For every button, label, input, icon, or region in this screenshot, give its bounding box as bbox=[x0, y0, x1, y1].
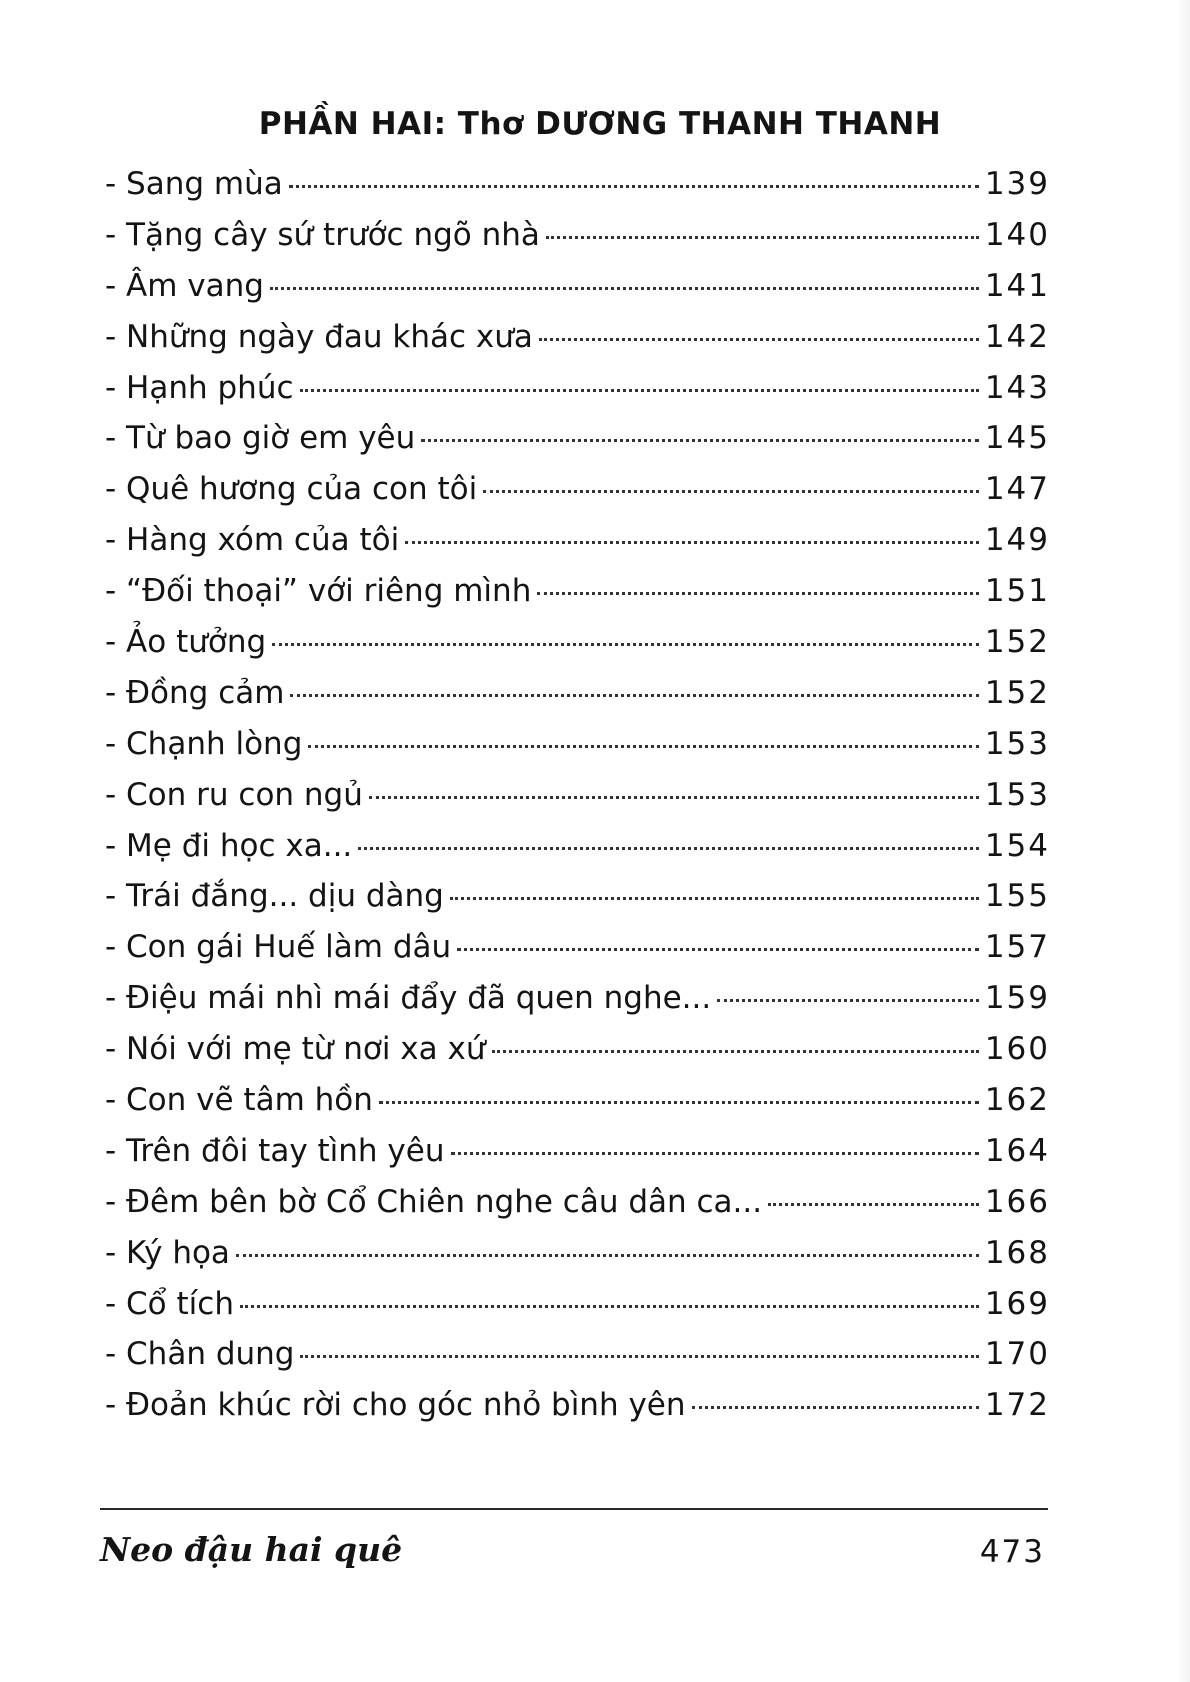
page-edge-shadow bbox=[1176, 0, 1190, 1682]
toc-entry-page: 151 bbox=[984, 573, 1050, 610]
toc-entry-title: - Mẹ đi học xa... bbox=[105, 827, 353, 864]
table-of-contents bbox=[105, 164, 1050, 1436]
dot-leader bbox=[717, 999, 979, 1002]
toc-entry-page: 160 bbox=[984, 1031, 1050, 1068]
toc-entry-title: - Con gái Huế làm dâu bbox=[105, 929, 452, 966]
dot-leader bbox=[300, 1355, 978, 1358]
toc-entry bbox=[105, 469, 1050, 520]
toc-entry-title: - Chạnh lòng bbox=[105, 725, 303, 762]
toc-entry-page: 154 bbox=[984, 827, 1050, 864]
toc-entry-page: 143 bbox=[984, 369, 1050, 406]
dot-leader bbox=[450, 897, 979, 900]
toc-entry-page: 159 bbox=[984, 980, 1050, 1017]
toc-entry bbox=[105, 978, 1050, 1029]
dot-leader bbox=[405, 541, 979, 544]
dot-leader bbox=[308, 745, 978, 748]
toc-entry-page: 164 bbox=[984, 1132, 1050, 1169]
dot-leader bbox=[270, 287, 979, 290]
toc-entry-title: - Hàng xóm của tôi bbox=[105, 522, 400, 559]
dot-leader bbox=[421, 439, 979, 442]
dot-leader bbox=[483, 490, 979, 493]
toc-entry-title: - Hạnh phúc bbox=[105, 369, 294, 406]
dot-leader bbox=[492, 1050, 979, 1053]
toc-entry-title: - Chân dung bbox=[105, 1336, 295, 1373]
toc-entry bbox=[105, 1233, 1050, 1284]
toc-entry-page: 166 bbox=[984, 1183, 1050, 1220]
toc-entry-title: - Đoản khúc rời cho góc nhỏ bình yên bbox=[105, 1387, 686, 1424]
toc-entry-title: - Điệu mái nhì mái đẩy đã quen nghe... bbox=[105, 980, 712, 1017]
toc-entry-page: 153 bbox=[984, 725, 1050, 762]
toc-entry-title: - Cổ tích bbox=[105, 1285, 234, 1322]
toc-entry-title: - Ký họa bbox=[105, 1234, 230, 1271]
dot-leader bbox=[236, 1254, 979, 1257]
toc-entry-page: 157 bbox=[984, 929, 1050, 966]
toc-entry-page: 147 bbox=[984, 471, 1050, 508]
toc-entry-page: 152 bbox=[984, 624, 1050, 661]
toc-entry bbox=[105, 1131, 1050, 1182]
dot-leader bbox=[379, 1101, 979, 1104]
toc-entry bbox=[105, 775, 1050, 826]
toc-entry-page: 170 bbox=[984, 1336, 1050, 1373]
toc-entry bbox=[105, 317, 1050, 368]
dot-leader bbox=[358, 847, 979, 850]
toc-entry-page: 153 bbox=[984, 776, 1050, 813]
toc-entry-title: - Tặng cây sứ trước ngõ nhà bbox=[105, 216, 540, 253]
toc-entry bbox=[105, 622, 1050, 673]
toc-entry-title: - Từ bao giờ em yêu bbox=[105, 420, 416, 457]
dot-leader bbox=[457, 948, 979, 951]
toc-entry bbox=[105, 1334, 1050, 1385]
toc-entry bbox=[105, 1029, 1050, 1080]
toc-entry-title: - Âm vang bbox=[105, 267, 264, 304]
toc-entry bbox=[105, 164, 1050, 215]
toc-entry bbox=[105, 368, 1050, 419]
toc-entry-title: - Ảo tưởng bbox=[105, 624, 267, 661]
dot-leader bbox=[451, 1152, 979, 1155]
toc-entry-title: - Quê hương của con tôi bbox=[105, 471, 478, 508]
dot-leader bbox=[692, 1406, 979, 1409]
toc-entry-page: 140 bbox=[984, 216, 1050, 253]
toc-entry bbox=[105, 520, 1050, 571]
dot-leader bbox=[240, 1305, 979, 1308]
toc-entry-page: 141 bbox=[984, 267, 1050, 304]
toc-entry-page: 145 bbox=[984, 420, 1050, 457]
dot-leader bbox=[537, 592, 978, 595]
toc-entry-page: 149 bbox=[984, 522, 1050, 559]
dot-leader bbox=[289, 185, 979, 188]
toc-entry-title: - Sang mùa bbox=[105, 166, 283, 202]
toc-entry bbox=[105, 1385, 1050, 1436]
page-number: 473 bbox=[979, 1534, 1045, 1570]
dot-leader bbox=[768, 1203, 979, 1206]
toc-entry bbox=[105, 215, 1050, 266]
toc-entry bbox=[105, 1080, 1050, 1131]
toc-entry-title: - Đêm bên bờ Cổ Chiên nghe câu dân ca... bbox=[105, 1183, 763, 1220]
toc-entry-title: - Những ngày đau khác xưa bbox=[105, 318, 533, 355]
toc-entry-title: - “Đối thoại” với riêng mình bbox=[105, 573, 532, 610]
toc-entry bbox=[105, 1284, 1050, 1335]
dot-leader bbox=[300, 389, 979, 392]
toc-entry bbox=[105, 724, 1050, 775]
dot-leader bbox=[369, 796, 979, 799]
toc-entry-page: 168 bbox=[984, 1234, 1050, 1271]
toc-entry bbox=[105, 571, 1050, 622]
toc-entry-title: - Đồng cảm bbox=[105, 674, 285, 711]
dot-leader bbox=[546, 236, 979, 239]
toc-entry-page: 152 bbox=[984, 674, 1050, 711]
toc-entry-page: 169 bbox=[984, 1285, 1050, 1322]
toc-entry-title: - Con vẽ tâm hồn bbox=[105, 1082, 373, 1119]
book-title: Neo đậu hai quê bbox=[100, 1530, 403, 1569]
toc-entry bbox=[105, 1182, 1050, 1233]
dot-leader bbox=[539, 338, 979, 341]
toc-entry-page: 162 bbox=[984, 1082, 1050, 1119]
toc-entry-page: 155 bbox=[984, 878, 1050, 915]
toc-entry-title: - Trên đôi tay tình yêu bbox=[105, 1132, 445, 1169]
toc-entry-title: - Nói với mẹ từ nơi xa xứ bbox=[105, 1031, 486, 1068]
toc-entry bbox=[105, 418, 1050, 469]
footer-divider bbox=[100, 1508, 1048, 1510]
toc-entry bbox=[105, 673, 1050, 724]
section-title: PHẦN HAI: Thơ DƯƠNG THANH THANH bbox=[258, 106, 942, 142]
dot-leader bbox=[290, 694, 978, 697]
toc-entry-page: 172 bbox=[984, 1387, 1050, 1424]
toc-entry-page: 142 bbox=[984, 318, 1050, 355]
toc-entry bbox=[105, 266, 1050, 317]
toc-entry-page: 139 bbox=[984, 166, 1050, 202]
toc-entry bbox=[105, 876, 1050, 927]
toc-entry-title: - Trái đắng... dịu dàng bbox=[105, 878, 444, 915]
toc-entry-title: - Con ru con ngủ bbox=[105, 776, 363, 813]
toc-entry bbox=[105, 826, 1050, 877]
toc-entry bbox=[105, 927, 1050, 978]
dot-leader bbox=[272, 643, 979, 646]
